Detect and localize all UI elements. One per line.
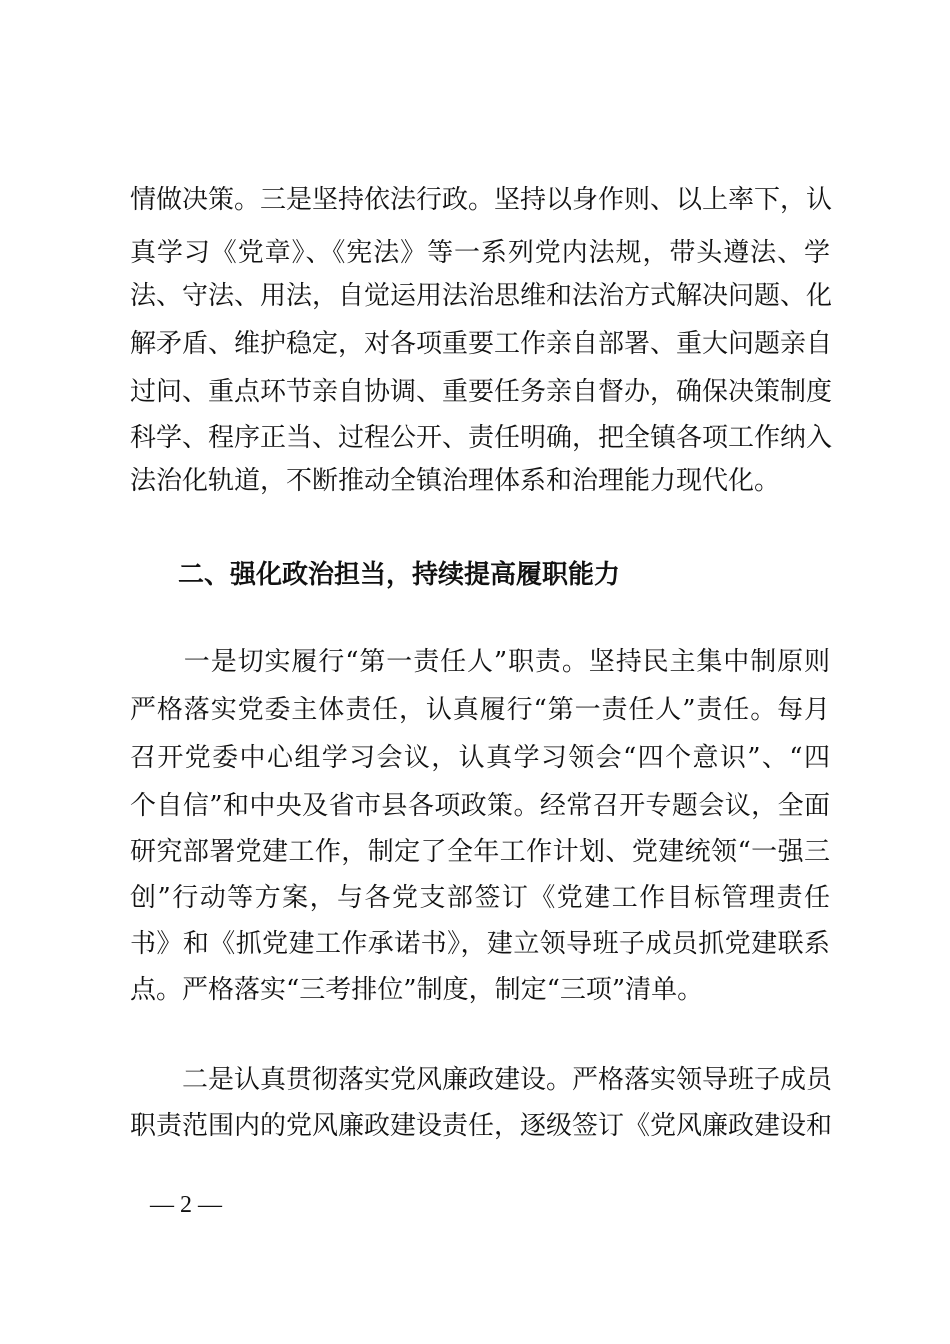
paragraph-line: 一是切实履行“第一责任人”职责。坚持民主集中制原则 (130, 647, 830, 677)
paragraph-line: 解矛盾、维护稳定，对各项重要工作亲自部署、重大问题亲自 (130, 329, 833, 359)
paragraph-line: 法治化轨道，不断推动全镇治理体系和治理能力现代化。 (130, 466, 781, 496)
paragraph-line: 严格落实党委主体责任，认真履行“第一责任人”责任。每月 (130, 695, 830, 725)
paragraph-line: 法、守法、用法，自觉运用法治思维和法治方式解决问题、化 (130, 281, 833, 311)
paragraph-line: 过问、重点环节亲自协调、重要任务亲自督办，确保决策制度 (130, 377, 833, 407)
paragraph-line: 研究部署党建工作，制定了全年工作计划、党建统领“一强三 (130, 837, 830, 867)
paragraph-line: 科学、程序正当、过程公开、责任明确，把全镇各项工作纳入 (130, 423, 833, 453)
paragraph-line: 书》和《抓党建工作承诺书》，建立领导班子成员抓党建联系 (130, 929, 830, 959)
section-heading: 二、强化政治担当，持续提高履职能力 (178, 560, 621, 590)
page-number: — 2 — (150, 1192, 222, 1218)
paragraph-line: 职责范围内的党风廉政建设责任，逐级签订《党风廉政建设和 (130, 1111, 833, 1141)
paragraph-line: 召开党委中心组学习会议，认真学习领会“四个意识”、“四 (130, 743, 830, 773)
paragraph-line: 真学习《党章》、《宪法》等一系列党内法规，带头遵法、学 (130, 238, 830, 268)
paragraph-line: 情做决策。三是坚持依法行政。坚持以身作则、以上率下，认 (130, 185, 833, 215)
paragraph-line: 二是认真贯彻落实党风廉政建设。严格落实领导班子成员 (130, 1065, 833, 1095)
paragraph-line: 创”行动等方案，与各党支部签订《党建工作目标管理责任 (130, 883, 830, 913)
paragraph-line: 个自信”和中央及省市县各项政策。经常召开专题会议，全面 (130, 791, 830, 821)
paragraph-line: 点。严格落实“三考排位”制度，制定“三项”清单。 (130, 975, 704, 1005)
